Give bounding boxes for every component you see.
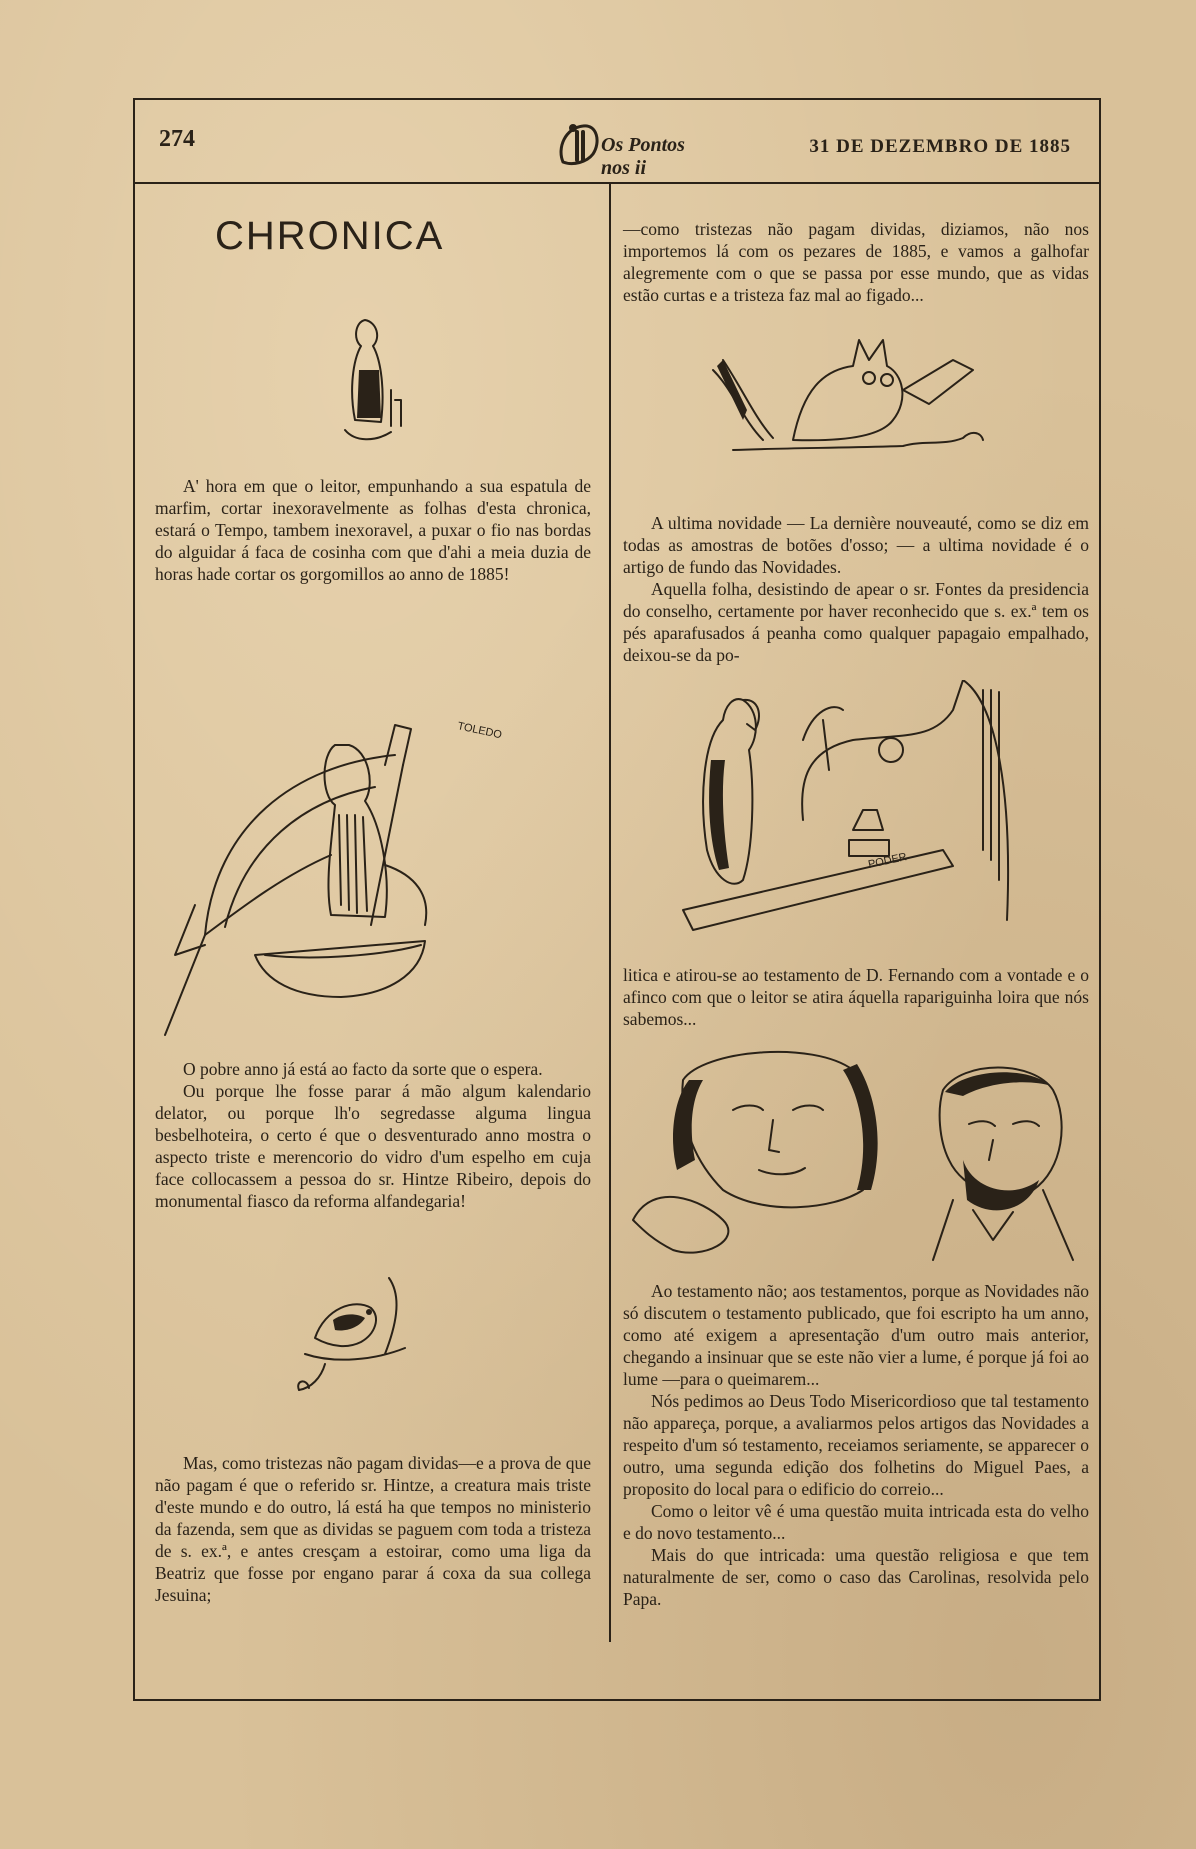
right-paragraph-1: —como tristezas não pagam dividas, diziamos, não nos importemos lá com os pezares de 1885, e vamos a galhofar alegremente com o que se passa por esse mundo, que as vidas estão curtas e a tristeza faz mal ao figado... [623,219,1089,305]
hooded-figure-illustration [335,310,415,450]
two-faces-illustration [613,1040,1089,1270]
right-paragraph-4: litica e atirou-se ao testamento de D. Fernando com a vontade e o afinco com que o leitor se atira áquella rapariguinha loira que nós sabemos... [623,965,1089,1029]
page-number: 274 [159,126,195,152]
masthead-logo [553,118,693,179]
article-title: CHRONICA [215,214,445,258]
parrot-on-perch-illustration [663,680,1063,950]
issue-date: 31 DE DEZEMBRO DE 1885 [809,136,1071,157]
right-paragraph-5-8: Ao testamento não; aos testamentos, porque as Novidades não só discutem o testamento publicado, que foi escripto ha um anno, como até exigem a apresentação d'um outro mais anterior, chegando a insinuar que se este não vier a lume, é porque já foi ao lume —para o queimarem... Nós pedimos ao Deus Todo Misericordioso que tal testamento não appareça, porque, a avaliarmos pelos artigos das Novidades a respeito d'um só testamento, receiamos seriamente, se apparecer o outro, uma segunda edição dos folhetins do Miguel Paes, a proposito do local para o edificio do correio... Como o leitor vê é uma questão muita intricada esta do velho e do novo testamento... Mais do que intricada: uma questão religiosa e que tem naturalmente de ser, como o caso das Carolinas, resolvida pelo Papa. [623,1281,1089,1609]
left-paragraph-4: Mas, como tristezas não pagam dividas—e a prova de que não pagam é que o referido sr. Hintze, a creatura mais triste d'este mundo e do outro, lá está ha que tempos no ministerio da fazenda, sem que as dividas se paguem com toda a tristeza de s. ex.ª, e antes cresçam a estoirar, como uma liga da Beatriz que fosse por engano parar á coxa da sua collega Jesuina; [155,1453,591,1605]
left-paragraph-2-3: O pobre anno já está ao facto da sorte que o espera. Ou porque lhe fosse parar á mão algum kalendario delator, ou porque lh'o segredasse alguma lingua besbelhoteira, o certo é que o desventurado anno mostra o aspecto triste e merencorio do vidro d'um espelho em cuja face collocassem a pessoa do sr. Hintze Ribeiro, depois do monumental fiasco da reforma alfandegaria! [155,1059,591,1211]
page-header [135,100,1099,184]
perch-label: PODER [867,851,908,871]
right-paragraph-2-3: A ultima novidade — La dernière nouveauté, como se diz em todas as amostras de botões d'osso; — a ultima novidade é o artigo de fundo das Novidades. Aquella folha, desistindo de apear o sr. Fontes da presidencia do conselho, certamente por haver reconhecido que s. ex.ª tem os pés aparafusados á peanha como qualquer papagaio empalhado, deixou-se da po- [623,513,1089,665]
column-divider [609,182,611,1642]
father-time-illustration [135,705,605,1045]
artist-signature: TOLEDO [456,720,503,742]
masthead-text: Os Pontos nos ii [601,134,685,179]
left-paragraph-1: A' hora em que o leitor, empunhando a sua espatula de marfim, cortar inexoravelmente as folhas d'esta chronica, estará o Tempo, tambem inexoravel, a puxar o fio nas bordas do alguidar á faca de cosinha com que d'ahi a meia duzia de horas hade cortar os gorgomillos ao anno de 1885! [155,476,591,584]
bird-on-branch-illustration [285,1268,425,1408]
cat-illustration [703,330,1003,460]
page-frame [133,98,1101,1701]
